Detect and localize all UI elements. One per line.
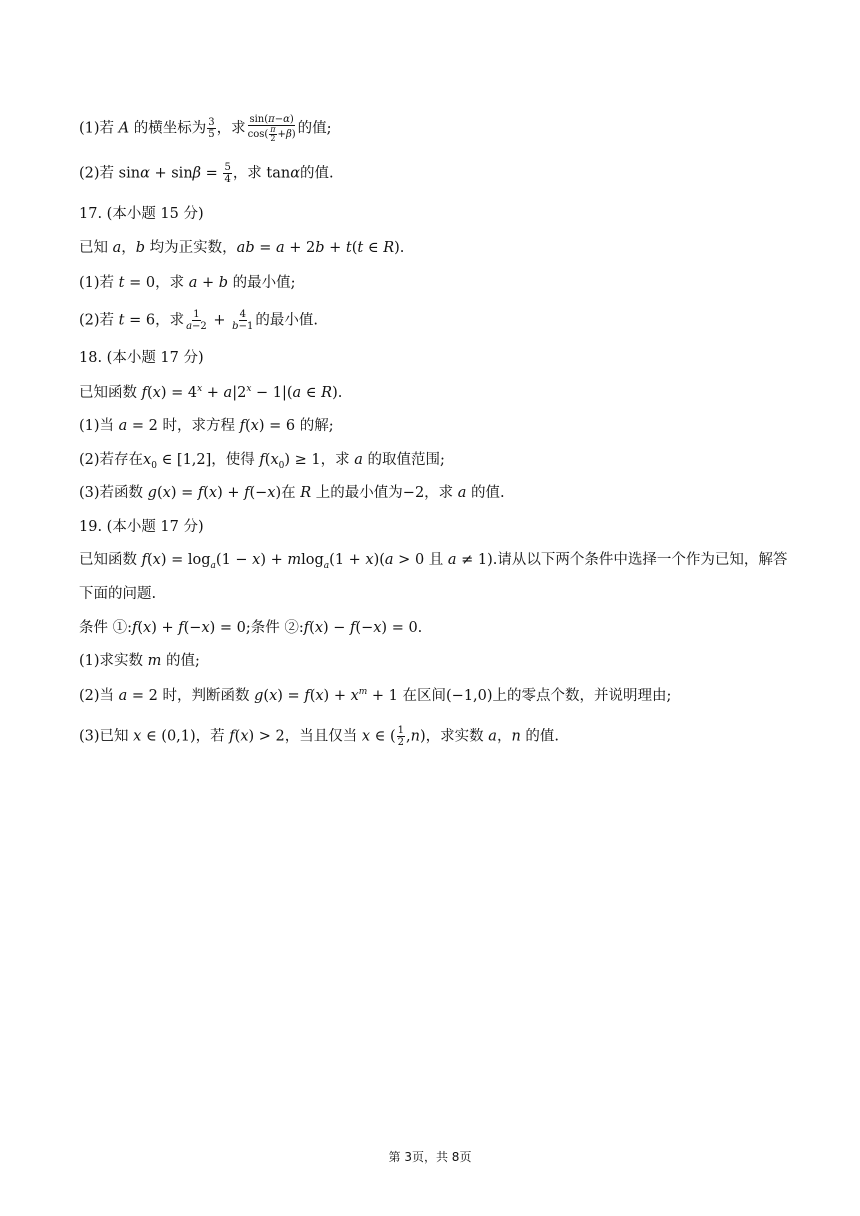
q17-header: 17. (本小题 15 分) — [79, 206, 204, 222]
q16-part1: (1)若 A 的横坐标为 $\frac{3}{5}$ ，求 sin(π−α) cos( $\frac{\pi}{2}$ +β) 的值; — [79, 114, 332, 143]
q18-part3: (3)若函数 g(x) = f(x) + f(−x)在 R 上的最小值为−2，求 a 的值. — [79, 485, 505, 501]
q19-part2: (2)当 a = 2 时，判断函数 $g(x) = f(x) + x^m + 1$ 在区间(−1,0)上的零点个数，并说明理由; — [79, 687, 672, 704]
q17-part2: (2)若 t = 6，求 $\frac{1}{a-2}$ + $\frac{4}{b-1}$ 的最小值. — [79, 309, 318, 332]
q18-stem: 已知函数 $f(x) = 4^x + a|2^x - 1|(a$ ∈ R). — [79, 384, 343, 401]
q19-part1: (1)求实数 m 的值; — [79, 653, 200, 669]
q17-stem: 已知 a，b 均为正实数，ab = a + 2b + t(t ∈ R). — [79, 240, 405, 256]
q17-part1: (1)若 t = 0，求 a + b 的最小值; — [79, 275, 296, 291]
q18-part2: (2)若存在$x_0$ ∈ [1,2]，使得 $f(x_0) \ge 1$，求 a 的取值范围; — [79, 452, 445, 471]
q16-part2: (2)若 sinα + sinβ = $\frac{5}{4}$ ，求 tanα的值. — [79, 162, 334, 185]
q18-part1: (1)当 a = 2 时，求方程 f(x) = 6 的解; — [79, 418, 334, 434]
page-footer: 第 3页，共 8页 — [388, 1150, 472, 1164]
q18-header: 18. (本小题 17 分) — [79, 350, 204, 366]
q19-conditions: 条件 ①:f(x) + f(−x) = 0;条件 ②:f(x) − f(−x) = 0. — [79, 620, 423, 636]
q19-header: 19. (本小题 17 分) — [79, 519, 204, 535]
q19-stem-line1: 已知函数 $f(x) = \log_a(1 - x) + mlog_a(1 + x)(a > 0$ 且 a ≠ 1).请从以下两个条件中选择一个作为已知，解答 — [79, 552, 788, 571]
q19-stem-line2: 下面的问题. — [79, 586, 157, 602]
q19-part3: (3)已知 x ∈ (0,1)，若 f(x) > 2，当且仅当 x ∈ ( $\frac{1}{2}$ ,n)，求实数 a，n 的值. — [79, 725, 559, 748]
